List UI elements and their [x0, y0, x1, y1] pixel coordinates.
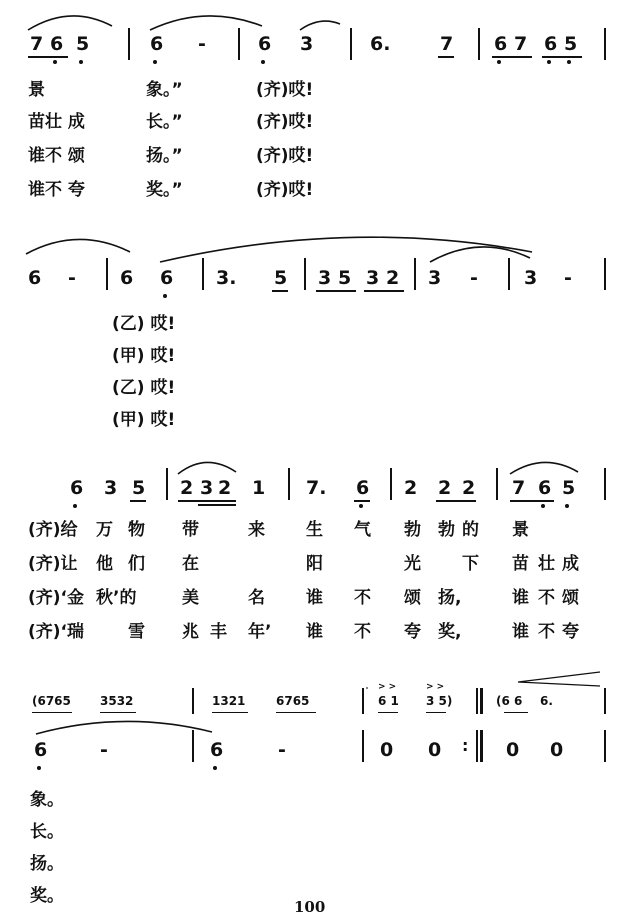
accomp-note: 3532 [100, 694, 134, 708]
accent-marks: > > [426, 682, 445, 692]
note: - [470, 267, 478, 289]
lyric: 成 [562, 554, 579, 574]
lyric: 奖。” [146, 180, 183, 200]
note: 6 [538, 477, 552, 499]
lyric: 万 [96, 520, 113, 540]
lyric: 谁 [306, 588, 323, 608]
note: 7 [30, 33, 44, 55]
note: 2 [462, 477, 476, 499]
lyric: 奖, [438, 622, 462, 642]
note: 5 [76, 33, 90, 55]
note: 6 [50, 33, 64, 55]
note: 6 [120, 267, 134, 289]
note: 5 [338, 267, 352, 289]
note: 6 [28, 267, 42, 289]
lyric: (齐)给 [28, 520, 78, 540]
note: 6 [70, 477, 84, 499]
lyric: 勃 [438, 520, 455, 540]
lyric: (齐)哎! [256, 146, 314, 166]
note: 5 [274, 267, 288, 289]
lyric: (齐)‘瑞 [28, 622, 84, 642]
lyric: 气 [354, 520, 371, 540]
note: 2 [404, 477, 418, 499]
lyric: (齐)哎! [256, 80, 314, 100]
accent-marks: > > [378, 682, 397, 692]
accomp-note: 6 1 [378, 694, 399, 708]
accomp-note: 3 5) [426, 694, 453, 708]
lyric: (齐)哎! [256, 180, 314, 200]
note: 0 [428, 739, 442, 761]
note: 2 [386, 267, 400, 289]
note: 2 [218, 477, 232, 499]
lyric: (甲) 哎! [112, 410, 176, 430]
note: 3 [300, 33, 314, 55]
note: 3 [428, 267, 442, 289]
lyric: 夸 [562, 622, 579, 642]
lyric: 来 [248, 520, 265, 540]
lyric: (齐)哎! [256, 112, 314, 132]
note: 6 [258, 33, 272, 55]
lyric: 奖。 [30, 886, 64, 906]
lyric: 在 [182, 554, 199, 574]
lyric: 不 [354, 588, 371, 608]
note: - [68, 267, 76, 289]
lyric: 不 [354, 622, 371, 642]
lyric: 带 [182, 520, 199, 540]
lyric: (齐)让 [28, 554, 78, 574]
note: 1 [252, 477, 266, 499]
note: 3 [318, 267, 332, 289]
accomp-note: 6. [540, 694, 553, 708]
lyric: 下 [462, 554, 479, 574]
lyric: 景 [28, 80, 45, 100]
note: 0 [506, 739, 520, 761]
lyric: 美 [182, 588, 199, 608]
note: 7 [512, 477, 526, 499]
lyric: (齐)‘金 [28, 588, 84, 608]
note: 5 [564, 33, 578, 55]
lyric: 扬。 [30, 854, 64, 874]
note: 6 [544, 33, 558, 55]
lyric: 颂 [562, 588, 579, 608]
lyric: 谁 [306, 622, 323, 642]
lyric: (乙) 哎! [112, 314, 176, 334]
note: 6 [150, 33, 164, 55]
note: 6 [356, 477, 370, 499]
note: 7. [306, 477, 327, 499]
lyric: (乙) 哎! [112, 378, 176, 398]
lyric: 谁不 颂 [28, 146, 85, 166]
note: 2 [180, 477, 194, 499]
lyric: 不 [538, 588, 555, 608]
lyric: 名 [248, 588, 265, 608]
page-number: 100 [294, 898, 326, 916]
note: 3 [104, 477, 118, 499]
lyric: 颂 [404, 588, 421, 608]
lyric: 苗 [512, 554, 529, 574]
repeat-dots: : [462, 736, 469, 755]
lyric: 阳 [306, 554, 323, 574]
note: 0 [380, 739, 394, 761]
lyric: 雪 [128, 622, 145, 642]
lyric: 秋’的 [96, 588, 137, 608]
lyric: 扬。” [146, 146, 183, 166]
note: 3 [524, 267, 538, 289]
lyric: 景 [512, 520, 529, 540]
lyric: 他 [96, 554, 113, 574]
note: 6 [160, 267, 174, 289]
lyric: 兆 [182, 622, 199, 642]
note: 0 [550, 739, 564, 761]
lyric: 扬, [438, 588, 462, 608]
lyric: 物 [128, 520, 145, 540]
lyric: 象。 [30, 790, 64, 810]
note: 7 [440, 33, 454, 55]
lyric: 壮 [538, 554, 555, 574]
lyric: 苗壮 成 [28, 112, 85, 132]
lyric: 的 [462, 520, 479, 540]
lyric: 丰 [210, 622, 227, 642]
note: 5 [132, 477, 146, 499]
lyric: 谁不 夸 [28, 180, 85, 200]
lyric: 谁 [512, 588, 529, 608]
note: 3. [216, 267, 237, 289]
note: 7 [514, 33, 528, 55]
lyric: 不 [538, 622, 555, 642]
lyric: 长。 [30, 822, 64, 842]
accomp-note: (6765 [32, 694, 71, 708]
note: 6 [494, 33, 508, 55]
lyric: 象。” [146, 80, 183, 100]
note: 5 [562, 477, 576, 499]
accomp-note: 6765 [276, 694, 310, 708]
lyric: 生 [306, 520, 323, 540]
lyric: (甲) 哎! [112, 346, 176, 366]
lyric: 长。” [146, 112, 183, 132]
note: 6. [370, 33, 391, 55]
note: - [564, 267, 572, 289]
note: - [198, 33, 206, 55]
note: 3 [200, 477, 214, 499]
note: 2 [438, 477, 452, 499]
lyric: 勃 [404, 520, 421, 540]
lyric: 夸 [404, 622, 421, 642]
note: 6 [34, 739, 48, 761]
note: - [278, 739, 286, 761]
note: - [100, 739, 108, 761]
note: 3 [366, 267, 380, 289]
note: 6 [210, 739, 224, 761]
lyric: 谁 [512, 622, 529, 642]
lyric: 光 [404, 554, 421, 574]
accomp-note: 1321 [212, 694, 246, 708]
lyric: 年’ [248, 622, 272, 642]
accomp-note: (6 6 [496, 694, 523, 708]
lyric: 们 [128, 554, 145, 574]
